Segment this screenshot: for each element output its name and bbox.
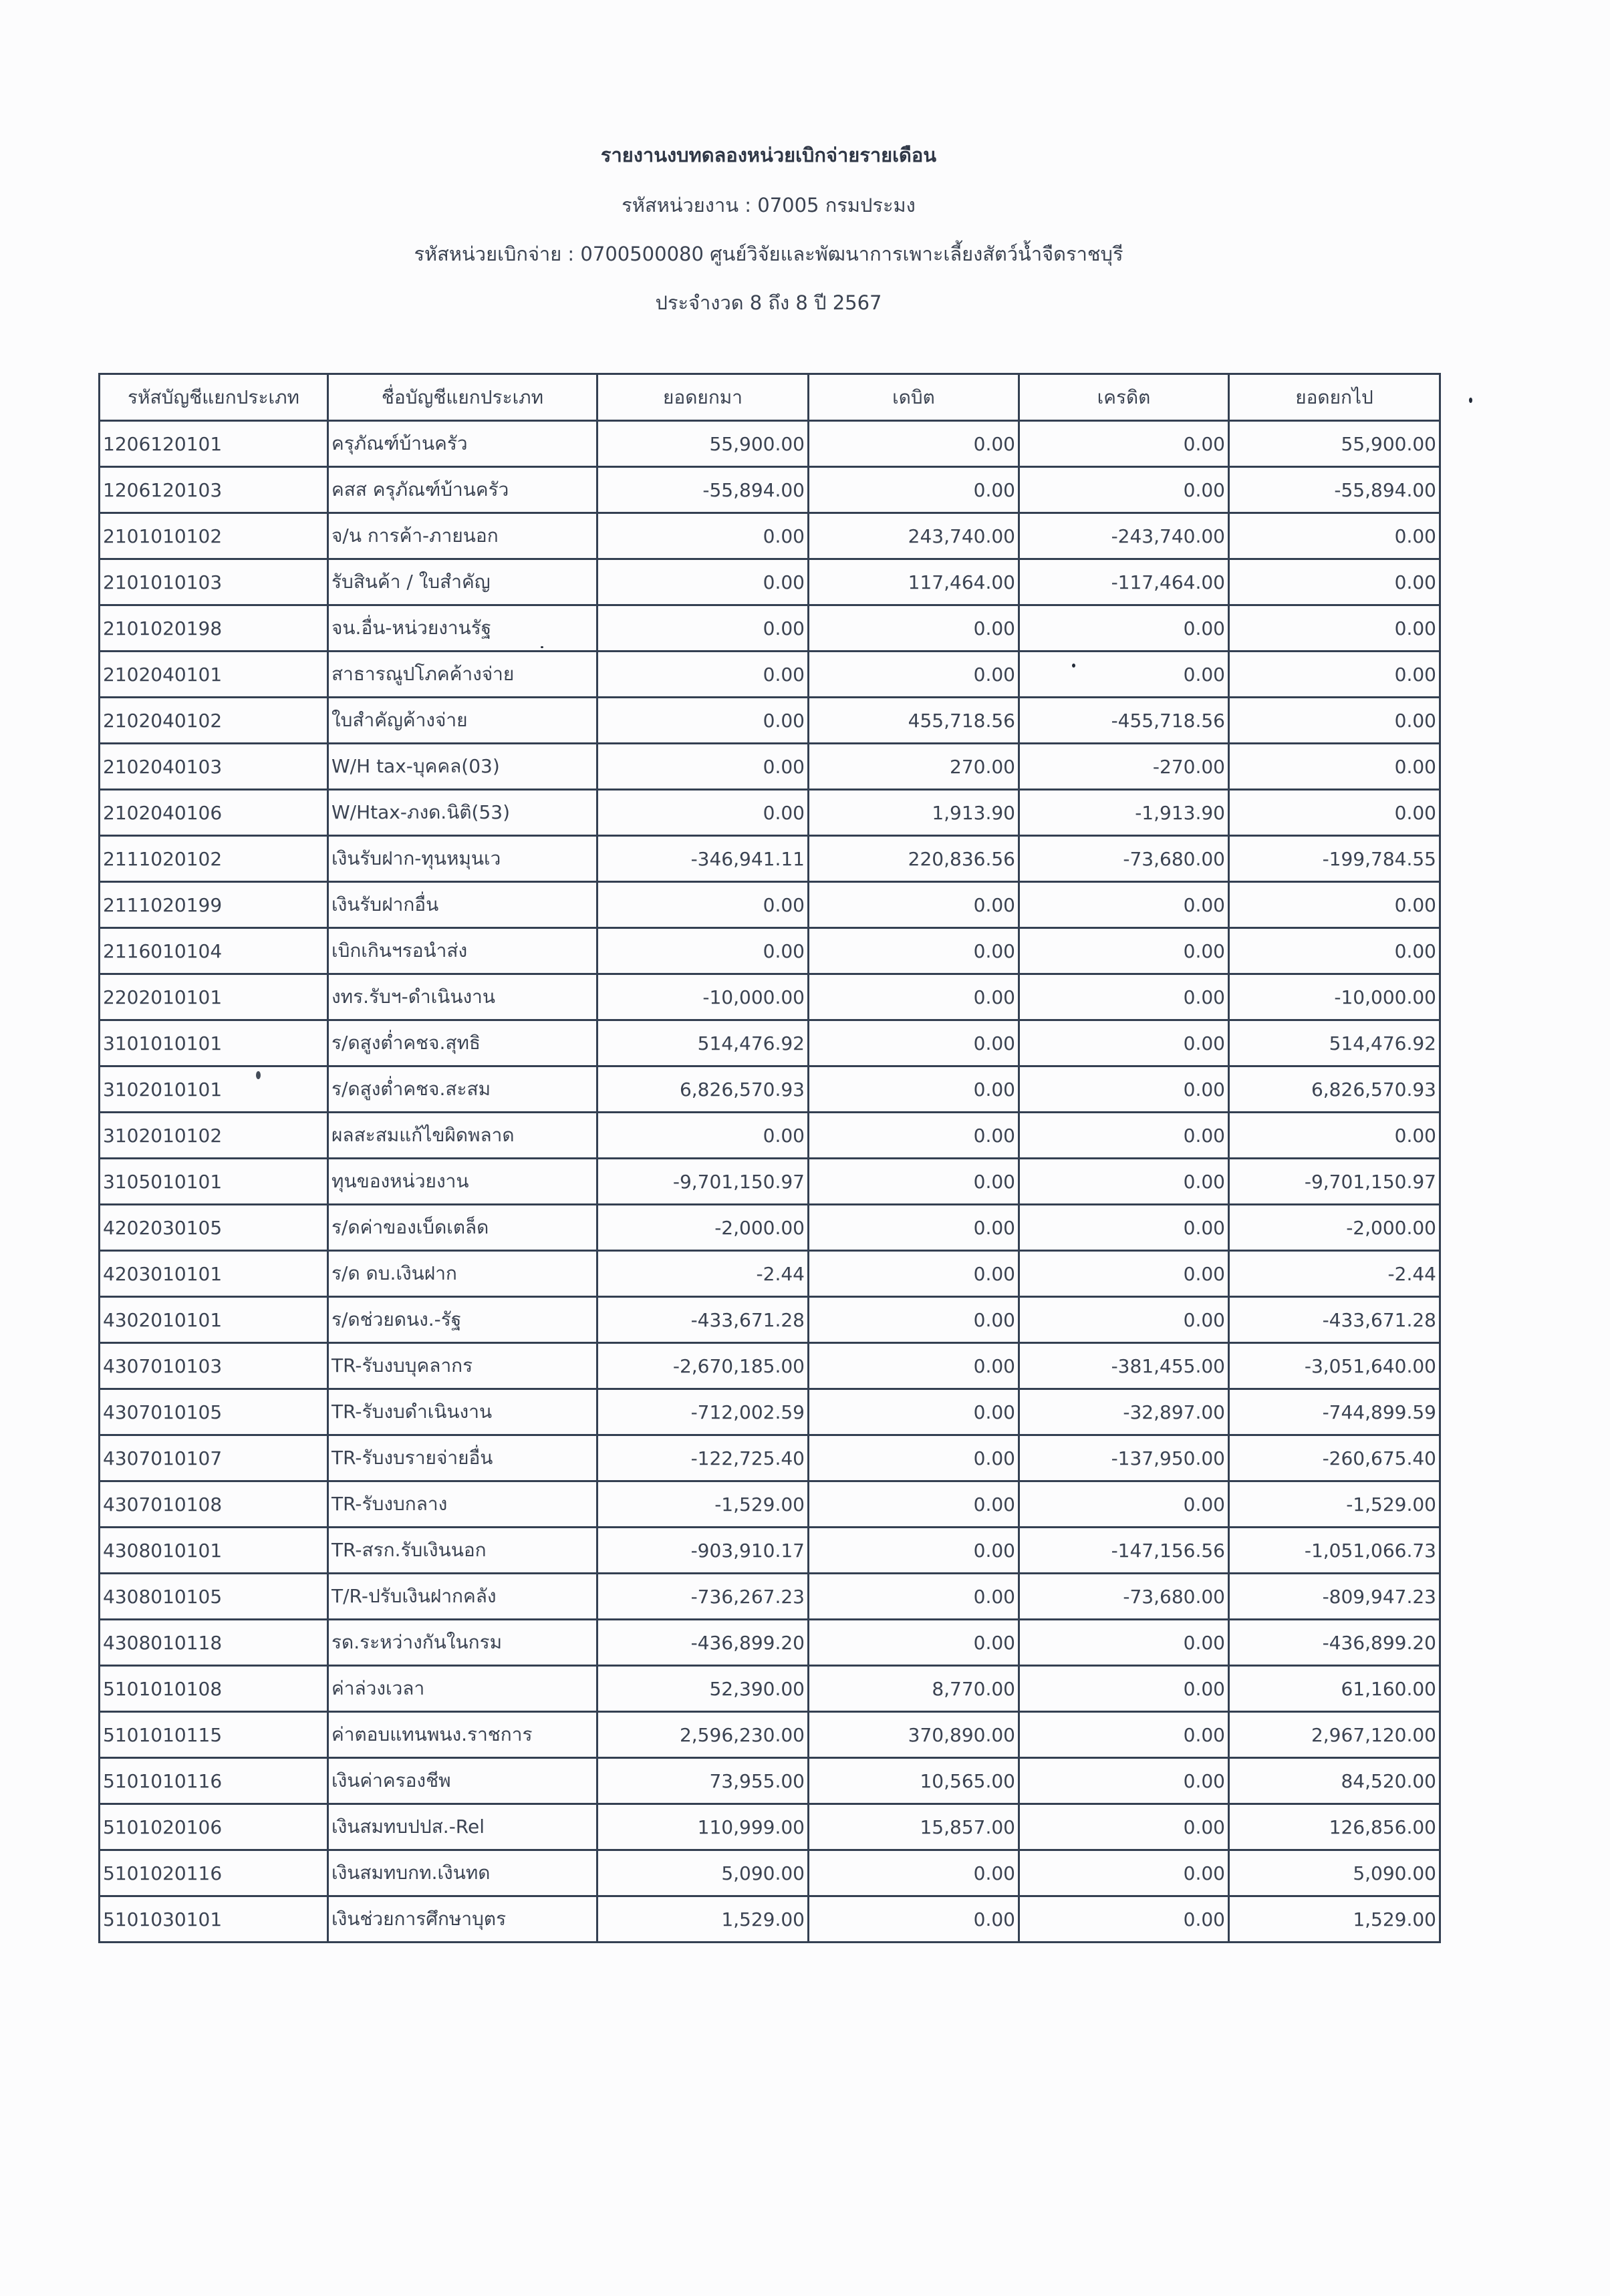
opening-balance-cell: 0.00 (597, 790, 809, 836)
column-header-account-code: รหัสบัญชีแยกประเภท (100, 374, 328, 421)
debit-cell: 0.00 (809, 928, 1019, 974)
account-name-cell: จน.อื่น-หน่วยงานรัฐ (328, 605, 597, 652)
debit-cell: 0.00 (809, 1251, 1019, 1297)
opening-balance-cell: 110,999.00 (597, 1804, 809, 1850)
opening-balance-cell: 0.00 (597, 559, 809, 605)
table-row (100, 605, 1440, 652)
account-name-cell: เงินสมทบปปส.-Rel (328, 1804, 597, 1850)
debit-cell: 10,565.00 (809, 1758, 1019, 1804)
closing-balance-cell: -1,529.00 (1229, 1481, 1440, 1528)
opening-balance-cell: 0.00 (597, 1113, 809, 1159)
account-code-cell: 2102040101 (100, 652, 328, 698)
account-code-cell: 3102010101 (100, 1066, 328, 1113)
debit-cell: 0.00 (809, 1297, 1019, 1343)
closing-balance-cell: -3,051,640.00 (1229, 1343, 1440, 1389)
debit-cell: 15,857.00 (809, 1804, 1019, 1850)
credit-cell: 0.00 (1019, 1896, 1229, 1943)
closing-balance-cell: 1,529.00 (1229, 1896, 1440, 1943)
scan-speck (1469, 398, 1472, 403)
credit-cell: 0.00 (1019, 421, 1229, 467)
table-row (100, 744, 1440, 790)
debit-cell: 0.00 (809, 1620, 1019, 1666)
account-code-cell: 5101020106 (100, 1804, 328, 1850)
account-code-cell: 3101010101 (100, 1020, 328, 1066)
column-header-opening-balance: ยอดยกมา (597, 374, 809, 421)
column-header-closing-balance: ยอดยกไป (1229, 374, 1440, 421)
credit-cell: -1,913.90 (1019, 790, 1229, 836)
table-row (100, 928, 1440, 974)
table-row (100, 974, 1440, 1020)
credit-cell: 0.00 (1019, 1620, 1229, 1666)
account-code-cell: 4308010101 (100, 1528, 328, 1574)
credit-cell: 0.00 (1019, 1481, 1229, 1528)
closing-balance-cell: -55,894.00 (1229, 467, 1440, 513)
credit-cell: -73,680.00 (1019, 836, 1229, 882)
table-row (100, 513, 1440, 559)
column-header-credit: เครดิต (1019, 374, 1229, 421)
account-name-cell: สาธารณูปโภคค้างจ่าย (328, 652, 597, 698)
account-code-cell: 2101010102 (100, 513, 328, 559)
opening-balance-cell: -433,671.28 (597, 1297, 809, 1343)
debit-cell: 243,740.00 (809, 513, 1019, 559)
credit-cell: 0.00 (1019, 1066, 1229, 1113)
closing-balance-cell: 61,160.00 (1229, 1666, 1440, 1712)
closing-balance-cell: 0.00 (1229, 652, 1440, 698)
opening-balance-cell: -2.44 (597, 1251, 809, 1297)
column-header-account-name: ชื่อบัญชีแยกประเภท (328, 374, 597, 421)
account-name-cell: ร/ด ดบ.เงินฝาก (328, 1251, 597, 1297)
debit-cell: 220,836.56 (809, 836, 1019, 882)
credit-cell: -117,464.00 (1019, 559, 1229, 605)
opening-balance-cell: 55,900.00 (597, 421, 809, 467)
opening-balance-cell: -903,910.17 (597, 1528, 809, 1574)
credit-cell: -73,680.00 (1019, 1574, 1229, 1620)
account-name-cell: เบิกเกินฯรอนำส่ง (328, 928, 597, 974)
opening-balance-cell: 0.00 (597, 882, 809, 928)
opening-balance-cell: -436,899.20 (597, 1620, 809, 1666)
debit-cell: 0.00 (809, 652, 1019, 698)
closing-balance-cell: 0.00 (1229, 513, 1440, 559)
account-name-cell: ร/ดสูงต่ำคชจ.สะสม (328, 1066, 597, 1113)
account-code-cell: 2101010103 (100, 559, 328, 605)
credit-cell: 0.00 (1019, 1205, 1229, 1251)
opening-balance-cell: -10,000.00 (597, 974, 809, 1020)
account-name-cell: TR-รับงบบุคลากร (328, 1343, 597, 1389)
debit-cell: 0.00 (809, 1528, 1019, 1574)
account-name-cell: TR-รับงบรายจ่ายอื่น (328, 1435, 597, 1481)
table-row (100, 1666, 1440, 1712)
closing-balance-cell: 126,856.00 (1229, 1804, 1440, 1850)
closing-balance-cell: -260,675.40 (1229, 1435, 1440, 1481)
agency-line: รหัสหน่วยงาน : 07005 กรมประมง (622, 194, 916, 217)
opening-balance-cell: 0.00 (597, 513, 809, 559)
closing-balance-cell: -2.44 (1229, 1251, 1440, 1297)
account-name-cell: เงินช่วยการศึกษาบุตร (328, 1896, 597, 1943)
debit-cell: 0.00 (809, 1850, 1019, 1896)
table-header-row (100, 374, 1440, 421)
debit-cell: 0.00 (809, 1205, 1019, 1251)
account-name-cell: TR-รับงบกลาง (328, 1481, 597, 1528)
account-code-cell: 4307010108 (100, 1481, 328, 1528)
account-name-cell: ร/ดค่าของเบ็ดเตล็ด (328, 1205, 597, 1251)
table-row (100, 1251, 1440, 1297)
credit-cell: -243,740.00 (1019, 513, 1229, 559)
closing-balance-cell: 0.00 (1229, 882, 1440, 928)
account-name-cell: เงินสมทบกท.เงินทด (328, 1850, 597, 1896)
debit-cell: 370,890.00 (809, 1712, 1019, 1758)
closing-balance-cell: 0.00 (1229, 1113, 1440, 1159)
account-name-cell: ร/ดสูงต่ำคชจ.สุทธิ (328, 1020, 597, 1066)
table-row (100, 1020, 1440, 1066)
table-row (100, 1620, 1440, 1666)
credit-cell: 0.00 (1019, 1113, 1229, 1159)
credit-cell: 0.00 (1019, 928, 1229, 974)
opening-balance-cell: 0.00 (597, 652, 809, 698)
debit-cell: 0.00 (809, 1343, 1019, 1389)
credit-cell: 0.00 (1019, 1159, 1229, 1205)
credit-cell: 0.00 (1019, 1251, 1229, 1297)
closing-balance-cell: 0.00 (1229, 744, 1440, 790)
account-code-cell: 2111020102 (100, 836, 328, 882)
table-row (100, 1850, 1440, 1896)
closing-balance-cell: 0.00 (1229, 559, 1440, 605)
opening-balance-cell: 0.00 (597, 744, 809, 790)
closing-balance-cell: -436,899.20 (1229, 1620, 1440, 1666)
account-code-cell: 4302010101 (100, 1297, 328, 1343)
credit-cell: -270.00 (1019, 744, 1229, 790)
debit-cell: 270.00 (809, 744, 1019, 790)
table-row (100, 1297, 1440, 1343)
account-code-cell: 5101010115 (100, 1712, 328, 1758)
table-row (100, 1574, 1440, 1620)
closing-balance-cell: -433,671.28 (1229, 1297, 1440, 1343)
report-title: รายงานงบทดลองหน่วยเบิกจ่ายรายเดือน (600, 144, 937, 166)
account-name-cell: ค่าตอบแทนพนง.ราชการ (328, 1712, 597, 1758)
account-name-cell: ครุภัณฑ์บ้านครัว (328, 421, 597, 467)
credit-cell: 0.00 (1019, 1850, 1229, 1896)
opening-balance-cell: 73,955.00 (597, 1758, 809, 1804)
opening-balance-cell: -736,267.23 (597, 1574, 809, 1620)
table-row (100, 1159, 1440, 1205)
account-code-cell: 1206120103 (100, 467, 328, 513)
account-code-cell: 5101020116 (100, 1850, 328, 1896)
closing-balance-cell: -2,000.00 (1229, 1205, 1440, 1251)
opening-balance-cell: -2,000.00 (597, 1205, 809, 1251)
debit-cell: 455,718.56 (809, 698, 1019, 744)
table-row (100, 652, 1440, 698)
debit-cell: 0.00 (809, 1113, 1019, 1159)
closing-balance-cell: 0.00 (1229, 698, 1440, 744)
table-row (100, 1066, 1440, 1113)
trial-balance-table (98, 373, 1441, 1943)
credit-cell: 0.00 (1019, 882, 1229, 928)
account-code-cell: 4307010103 (100, 1343, 328, 1389)
opening-balance-cell: 0.00 (597, 605, 809, 652)
account-name-cell: คสส ครุภัณฑ์บ้านครัว (328, 467, 597, 513)
table-row (100, 1896, 1440, 1943)
column-header-debit: เดบิต (809, 374, 1019, 421)
closing-balance-cell: 0.00 (1229, 790, 1440, 836)
account-code-cell: 4307010107 (100, 1435, 328, 1481)
disbursement-unit-line: รหัสหน่วยเบิกจ่าย : 0700500080 ศูนย์วิจัยและพัฒนาการเพาะเลี้ยงสัตว์น้ำจืดราชบุรี (414, 243, 1123, 265)
table-row (100, 836, 1440, 882)
opening-balance-cell: 0.00 (597, 928, 809, 974)
account-name-cell: จ/น การค้า-ภายนอก (328, 513, 597, 559)
account-name-cell: TR-สรก.รับเงินนอก (328, 1528, 597, 1574)
account-code-cell: 4307010105 (100, 1389, 328, 1435)
opening-balance-cell: -712,002.59 (597, 1389, 809, 1435)
table-row (100, 467, 1440, 513)
closing-balance-cell: 0.00 (1229, 928, 1440, 974)
debit-cell: 0.00 (809, 1481, 1019, 1528)
account-name-cell: ค่าล่วงเวลา (328, 1666, 597, 1712)
account-name-cell: W/H tax-บุคคล(03) (328, 744, 597, 790)
account-code-cell: 5101030101 (100, 1896, 328, 1943)
table-row (100, 1435, 1440, 1481)
account-code-cell: 4308010105 (100, 1574, 328, 1620)
credit-cell: 0.00 (1019, 1297, 1229, 1343)
opening-balance-cell: 5,090.00 (597, 1850, 809, 1896)
closing-balance-cell: 5,090.00 (1229, 1850, 1440, 1896)
table-row (100, 698, 1440, 744)
table-row (100, 421, 1440, 467)
account-code-cell: 2102040103 (100, 744, 328, 790)
account-code-cell: 2101020198 (100, 605, 328, 652)
table-row (100, 1343, 1440, 1389)
account-name-cell: รด.ระหว่างกันในกรม (328, 1620, 597, 1666)
table-row (100, 1481, 1440, 1528)
opening-balance-cell: -9,701,150.97 (597, 1159, 809, 1205)
table-row (100, 1113, 1440, 1159)
account-code-cell: 5101010116 (100, 1758, 328, 1804)
account-name-cell: T/R-ปรับเงินฝากคลัง (328, 1574, 597, 1620)
debit-cell: 0.00 (809, 1574, 1019, 1620)
credit-cell: -137,950.00 (1019, 1435, 1229, 1481)
closing-balance-cell: 2,967,120.00 (1229, 1712, 1440, 1758)
account-code-cell: 5101010108 (100, 1666, 328, 1712)
account-code-cell: 2202010101 (100, 974, 328, 1020)
account-name-cell: ทุนของหน่วยงาน (328, 1159, 597, 1205)
opening-balance-cell: 6,826,570.93 (597, 1066, 809, 1113)
account-name-cell: เงินค่าครองชีพ (328, 1758, 597, 1804)
closing-balance-cell: -1,051,066.73 (1229, 1528, 1440, 1574)
debit-cell: 8,770.00 (809, 1666, 1019, 1712)
table-row (100, 1205, 1440, 1251)
account-code-cell: 4203010101 (100, 1251, 328, 1297)
credit-cell: 0.00 (1019, 1758, 1229, 1804)
closing-balance-cell: 84,520.00 (1229, 1758, 1440, 1804)
account-name-cell: รับสินค้า / ใบสำคัญ (328, 559, 597, 605)
opening-balance-cell: -122,725.40 (597, 1435, 809, 1481)
table-row (100, 882, 1440, 928)
account-code-cell: 2102040102 (100, 698, 328, 744)
closing-balance-cell: -744,899.59 (1229, 1389, 1440, 1435)
table-row (100, 1389, 1440, 1435)
closing-balance-cell: -10,000.00 (1229, 974, 1440, 1020)
account-name-cell: W/Htax-ภงด.นิติ(53) (328, 790, 597, 836)
debit-cell: 0.00 (809, 974, 1019, 1020)
account-code-cell: 3105010101 (100, 1159, 328, 1205)
debit-cell: 1,913.90 (809, 790, 1019, 836)
credit-cell: -381,455.00 (1019, 1343, 1229, 1389)
credit-cell: 0.00 (1019, 605, 1229, 652)
account-name-cell: ร/ดช่วยดนง.-รัฐ (328, 1297, 597, 1343)
account-name-cell: เงินรับฝากอื่น (328, 882, 597, 928)
closing-balance-cell: 6,826,570.93 (1229, 1066, 1440, 1113)
debit-cell: 0.00 (809, 1159, 1019, 1205)
table-row (100, 559, 1440, 605)
closing-balance-cell: 0.00 (1229, 605, 1440, 652)
table-row (100, 790, 1440, 836)
account-code-cell: 4308010118 (100, 1620, 328, 1666)
credit-cell: 0.00 (1019, 1666, 1229, 1712)
account-code-cell: 2116010104 (100, 928, 328, 974)
opening-balance-cell: 0.00 (597, 698, 809, 744)
credit-cell: -147,156.56 (1019, 1528, 1229, 1574)
opening-balance-cell: -1,529.00 (597, 1481, 809, 1528)
debit-cell: 0.00 (809, 421, 1019, 467)
debit-cell: 117,464.00 (809, 559, 1019, 605)
credit-cell: -455,718.56 (1019, 698, 1229, 744)
credit-cell: 0.00 (1019, 974, 1229, 1020)
opening-balance-cell: 52,390.00 (597, 1666, 809, 1712)
period-line: ประจำงวด 8 ถึง 8 ปี 2567 (655, 291, 882, 314)
closing-balance-cell: -809,947.23 (1229, 1574, 1440, 1620)
table-row (100, 1804, 1440, 1850)
account-code-cell: 2102040106 (100, 790, 328, 836)
closing-balance-cell: 514,476.92 (1229, 1020, 1440, 1066)
account-code-cell: 2111020199 (100, 882, 328, 928)
credit-cell: 0.00 (1019, 467, 1229, 513)
opening-balance-cell: 1,529.00 (597, 1896, 809, 1943)
account-name-cell: เงินรับฝาก-ทุนหมุนเว (328, 836, 597, 882)
debit-cell: 0.00 (809, 1435, 1019, 1481)
debit-cell: 0.00 (809, 1389, 1019, 1435)
table-row (100, 1528, 1440, 1574)
credit-cell: -32,897.00 (1019, 1389, 1229, 1435)
credit-cell: 0.00 (1019, 1712, 1229, 1758)
scan-speck (256, 1071, 261, 1079)
debit-cell: 0.00 (809, 1896, 1019, 1943)
opening-balance-cell: -55,894.00 (597, 467, 809, 513)
scan-speck (541, 646, 543, 648)
scan-speck (1072, 664, 1075, 668)
debit-cell: 0.00 (809, 467, 1019, 513)
opening-balance-cell: 514,476.92 (597, 1020, 809, 1066)
account-name-cell: TR-รับงบดำเนินงาน (328, 1389, 597, 1435)
debit-cell: 0.00 (809, 605, 1019, 652)
opening-balance-cell: 2,596,230.00 (597, 1712, 809, 1758)
account-name-cell: ผลสะสมแก้ไขผิดพลาด (328, 1113, 597, 1159)
credit-cell: 0.00 (1019, 1020, 1229, 1066)
table-row (100, 1758, 1440, 1804)
account-code-cell: 1206120101 (100, 421, 328, 467)
debit-cell: 0.00 (809, 1020, 1019, 1066)
account-name-cell: ใบสำคัญค้างจ่าย (328, 698, 597, 744)
closing-balance-cell: -199,784.55 (1229, 836, 1440, 882)
debit-cell: 0.00 (809, 882, 1019, 928)
credit-cell: 0.00 (1019, 1804, 1229, 1850)
debit-cell: 0.00 (809, 1066, 1019, 1113)
account-code-cell: 4202030105 (100, 1205, 328, 1251)
table-row (100, 1712, 1440, 1758)
credit-cell: 0.00 (1019, 652, 1229, 698)
opening-balance-cell: -346,941.11 (597, 836, 809, 882)
opening-balance-cell: -2,670,185.00 (597, 1343, 809, 1389)
account-code-cell: 3102010102 (100, 1113, 328, 1159)
closing-balance-cell: -9,701,150.97 (1229, 1159, 1440, 1205)
closing-balance-cell: 55,900.00 (1229, 421, 1440, 467)
account-name-cell: งทร.รับฯ-ดำเนินงาน (328, 974, 597, 1020)
